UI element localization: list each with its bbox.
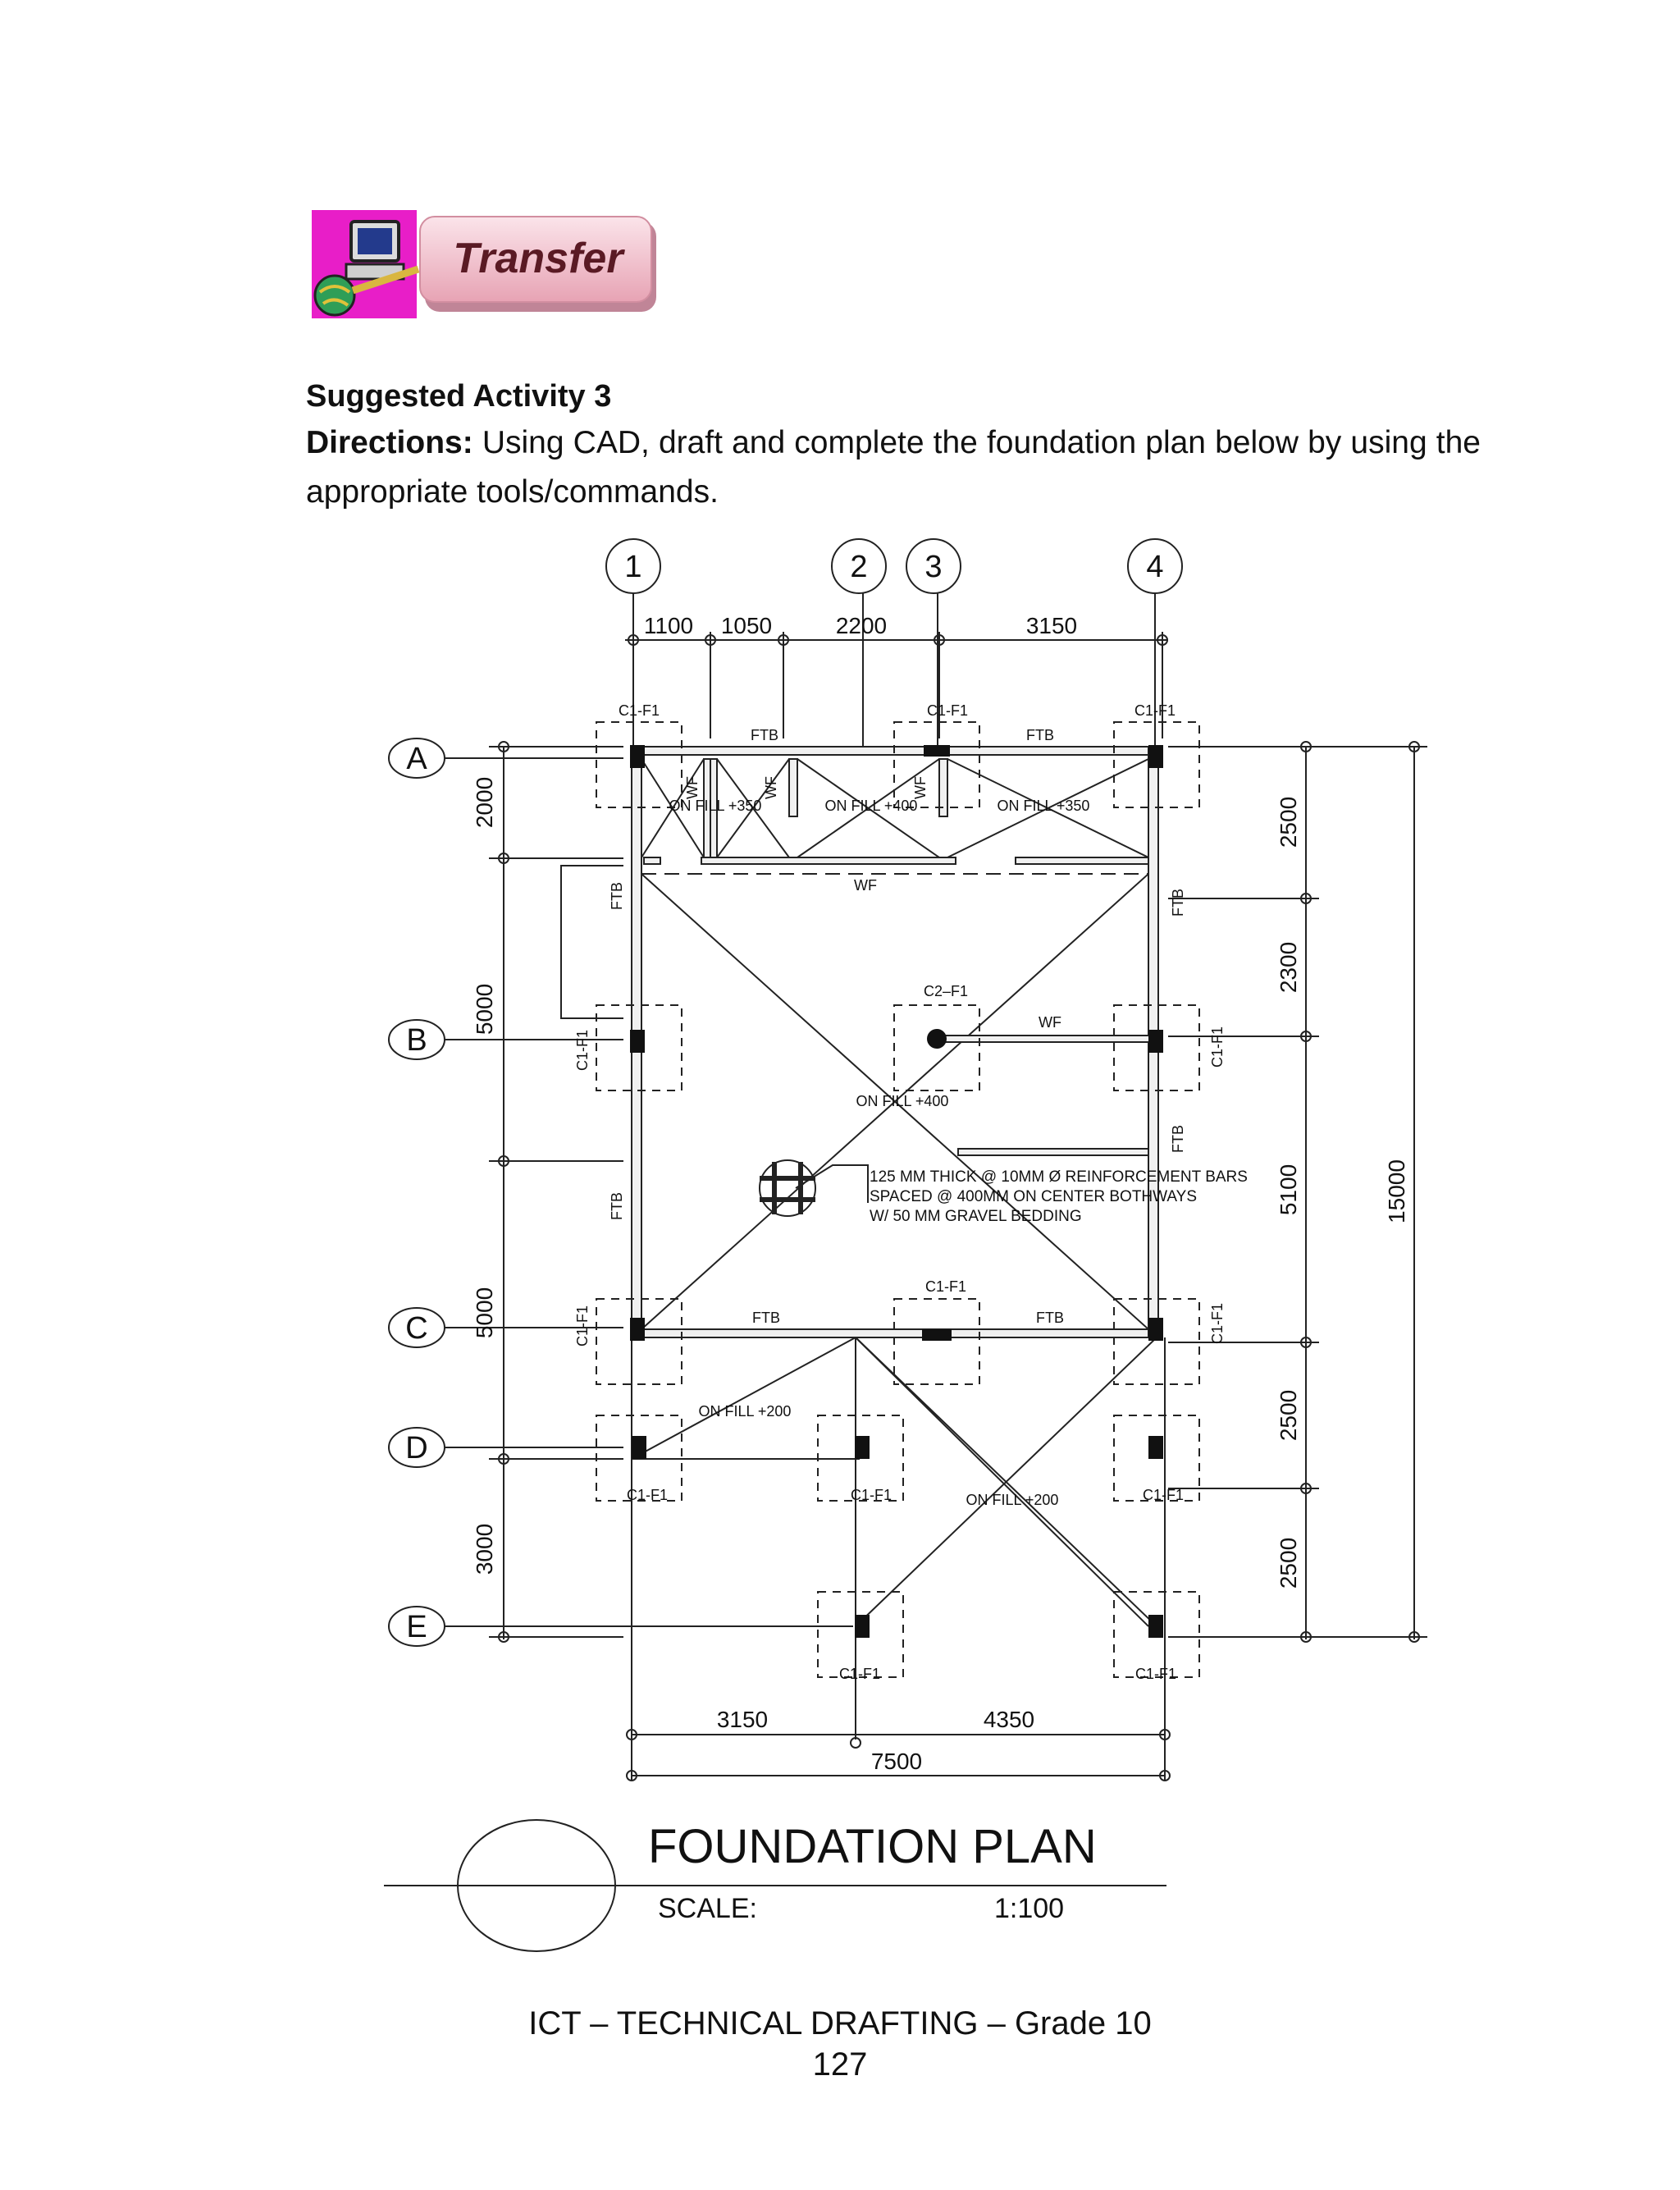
- label-ftb: FTB: [1170, 1125, 1186, 1153]
- page-number: 127: [812, 2046, 868, 2083]
- label-fill: ON FILL +200: [966, 1492, 1059, 1508]
- note-line-3: W/ 50 MM GRAVEL BEDDING: [870, 1208, 1082, 1225]
- label-ftb: FTB: [1036, 1310, 1064, 1326]
- label-fill: ON FILL +400: [856, 1093, 949, 1109]
- label-wf: WF: [854, 877, 877, 894]
- label-wf: WF: [912, 776, 929, 799]
- dim-right-3: 5100: [1276, 1164, 1301, 1216]
- dim-overall: 15000: [1384, 1159, 1409, 1223]
- label-ftb: FTB: [751, 727, 778, 743]
- footer-course: ICT – TECHNICAL DRAFTING – Grade 10: [528, 2005, 1152, 2041]
- grid-row-c: C: [405, 1311, 428, 1346]
- label-fill: ON FILL +350: [669, 798, 762, 814]
- dim-left-4: 3000: [472, 1523, 497, 1575]
- label-c1f1: C1-F1: [574, 1029, 591, 1072]
- label-ftb: FTB: [1170, 889, 1186, 917]
- plan-title: FOUNDATION PLAN: [648, 1820, 1097, 1873]
- grid-column-markers: [606, 539, 1182, 747]
- label-wf: WF: [1039, 1014, 1061, 1031]
- label-c1f1: C1-F1: [1142, 1487, 1185, 1503]
- label-c1f1: C1-F1: [574, 1305, 591, 1347]
- dim-bottom-1: 3150: [716, 1707, 769, 1732]
- grid-row-a: A: [406, 742, 427, 776]
- directions-text: Using CAD, draft and complete the foundation plan below by using the appropriate tools/commands.: [306, 425, 1481, 510]
- scale-value: 1:100: [994, 1893, 1065, 1924]
- note-line-1: 125 MM THICK @ 10MM Ø REINFORCEMENT BARS: [870, 1168, 1248, 1186]
- label-wf: WF: [763, 776, 779, 799]
- note-line-2: SPACED @ 400MM ON CENTER BOTHWAYS: [870, 1188, 1197, 1205]
- transfer-logo: [304, 205, 664, 328]
- label-ftb: FTB: [609, 1192, 625, 1220]
- grid-row-e: E: [406, 1610, 427, 1644]
- label-fill: ON FILL +200: [698, 1403, 792, 1420]
- dim-top-3: 2200: [835, 613, 888, 638]
- label-ftb: FTB: [609, 882, 625, 910]
- dim-left-2: 5000: [472, 983, 497, 1036]
- label-fill: ON FILL +400: [824, 798, 918, 814]
- label-wf: WF: [684, 776, 701, 799]
- grid-col-4: 4: [1146, 550, 1164, 584]
- label-c1f1: C1-F1: [626, 1487, 669, 1503]
- label-c1f1: C1-F1: [850, 1487, 892, 1503]
- directions-label: Directions:: [306, 425, 473, 460]
- label-c1f1: C1-F1: [924, 1278, 967, 1295]
- grid-col-3: 3: [924, 550, 943, 584]
- dim-top-4: 3150: [1025, 613, 1078, 638]
- grid-col-1: 1: [624, 550, 642, 584]
- dim-right-1: 2500: [1276, 796, 1301, 848]
- label-fill: ON FILL +350: [997, 798, 1090, 814]
- label-c1f1: C1-F1: [1209, 1302, 1226, 1345]
- scale-label: SCALE:: [658, 1893, 757, 1924]
- label-ftb: FTB: [1026, 727, 1054, 743]
- label-c1f1: C1-F1: [838, 1666, 881, 1682]
- label-c1f1: C1-F1: [1134, 702, 1176, 719]
- dim-bottom-2: 4350: [983, 1707, 1035, 1732]
- label-c1f1: C1-F1: [618, 702, 660, 719]
- label-c2f1: C2–F1: [923, 983, 969, 999]
- label-c1f1: C1-F1: [926, 702, 969, 719]
- dim-right-2: 2300: [1276, 941, 1301, 994]
- dim-top-2: 1050: [720, 613, 773, 638]
- dim-bottom-total: 7500: [870, 1749, 923, 1774]
- grid-col-2: 2: [850, 550, 868, 584]
- dim-left-3: 5000: [472, 1287, 497, 1339]
- dim-right-5: 2500: [1276, 1537, 1301, 1589]
- directions-paragraph: [306, 418, 1481, 517]
- grid-row-d: D: [405, 1431, 428, 1465]
- dim-left-1: 2000: [472, 776, 497, 829]
- activity-title: Suggested Activity 3: [306, 379, 612, 414]
- foundation-plan-drawing: [0, 525, 1680, 1969]
- label-c1f1: C1-F1: [1209, 1026, 1226, 1068]
- label-c1f1: C1-F1: [1134, 1666, 1177, 1682]
- label-ftb: FTB: [752, 1310, 780, 1326]
- logo-text: Transfer: [453, 235, 623, 282]
- dim-right-4: 2500: [1276, 1389, 1301, 1442]
- dim-top-1: 1100: [643, 613, 694, 638]
- grid-row-b: B: [406, 1023, 427, 1058]
